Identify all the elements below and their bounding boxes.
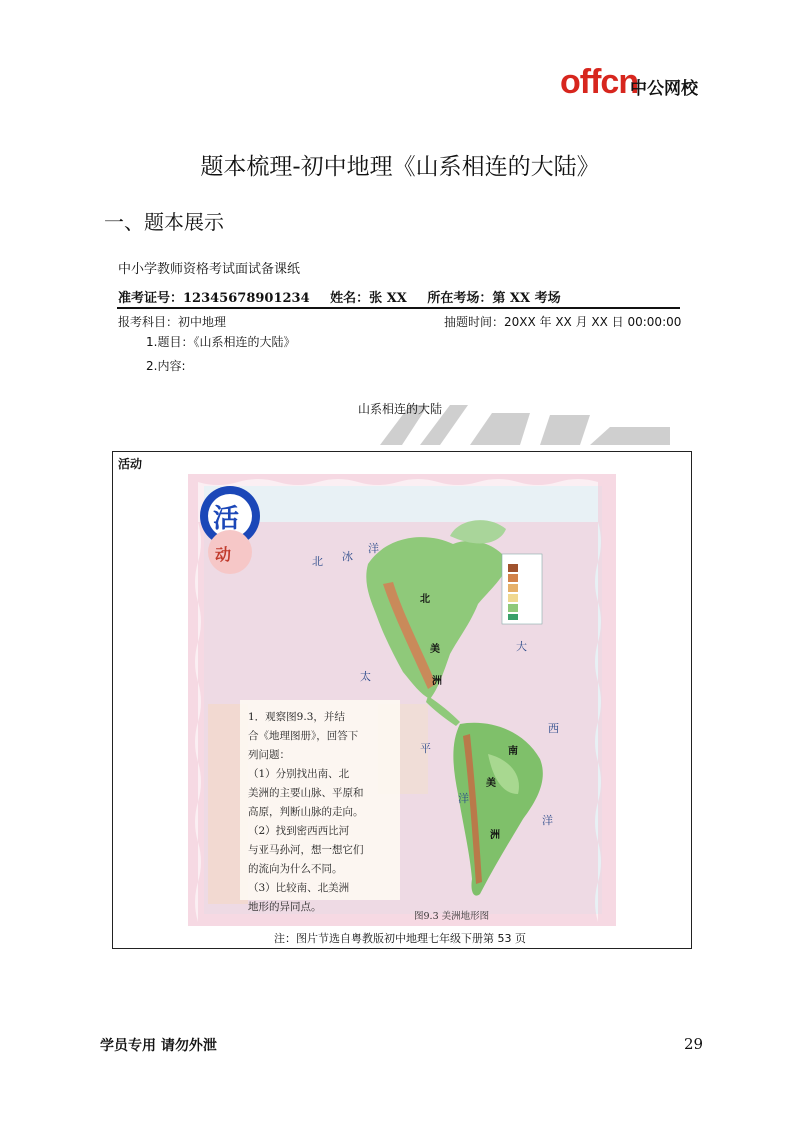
question-line: （3）比较南、北美洲 (248, 882, 350, 894)
question-line: 与亚马孙河，想一想它们 (248, 844, 364, 856)
map-label-yang1: 洋 (368, 542, 379, 555)
map-label-zhou2: 洲 (490, 830, 500, 841)
figure-caption: 图9.3 美洲地形图 (414, 911, 490, 922)
activity-questions (248, 708, 398, 917)
offcn-logo: offcn (560, 63, 639, 101)
item-topic: 1.题目：《山系相连的大陆》 (146, 335, 296, 349)
document-title: 题本梳理-初中地理《山系相连的大陆》 (200, 154, 600, 180)
page-number: 29 (684, 1035, 704, 1053)
question-line: 1．观察图9.3，并结 (248, 711, 345, 723)
logo-cn-text: 中公网校 (630, 79, 698, 99)
draw-time: 抽题时间：20XX 年 XX 月 XX 日 00:00:00 (444, 315, 682, 329)
activity-label: 活动 (118, 457, 143, 471)
question-line: 列问题： (248, 749, 290, 761)
question-line: 地形的异同点。 (248, 901, 322, 913)
map-label-zhou: 洲 (432, 676, 442, 687)
header-rule (117, 307, 680, 309)
map-label-nan: 南 (508, 746, 518, 757)
map-label-da: 大 (516, 640, 527, 653)
activity-badge-top: 活 (213, 504, 240, 534)
section-heading: 一、题本展示 (104, 210, 224, 234)
question-line: （1）分别找出南、北 (248, 768, 350, 780)
exam-id: 准考证号：12345678901234 (118, 291, 310, 306)
form-title: 中小学教师资格考试面试备课纸 (118, 262, 301, 277)
question-line: 高原，判断山脉的走向。 (248, 806, 364, 818)
source-note: 注：图片节选自粤教版初中地理七年级下册第 53 页 (274, 932, 526, 945)
map-label-yang2: 洋 (458, 792, 469, 805)
map-label-tai: 太 (360, 670, 371, 683)
activity-badge-bottom: 动 (215, 545, 232, 564)
content-caption: 山系相连的大陆 (357, 402, 442, 416)
question-line: 的流向为什么不同。 (248, 863, 343, 875)
candidate-info-line (118, 287, 577, 306)
map-label-mei: 美 (430, 644, 440, 655)
map-label-mei2: 美 (486, 778, 496, 789)
map-label-yang3: 洋 (542, 814, 553, 827)
map-label-bei: 北 (420, 594, 430, 605)
map-label-ping: 平 (420, 742, 431, 755)
question-line: （2）找到密西西比河 (248, 825, 350, 837)
exam-venue: 所在考场：第 XX 考场 (427, 291, 561, 306)
question-line: 美洲的主要山脉、平原和 (248, 787, 364, 799)
question-line: 合《地理图册》，回答下 (248, 730, 359, 742)
item-content: 2.内容: (146, 359, 186, 373)
map-label-bing: 冰 (342, 550, 353, 563)
footer-notice: 学员专用 请勿外泄 (100, 1038, 217, 1054)
candidate-name: 姓名：张 XX (330, 291, 407, 306)
map-label-north: 北 (312, 555, 323, 568)
exam-subject: 报考科目：初中地理 (118, 315, 227, 329)
map-label-xi: 西 (548, 722, 559, 735)
